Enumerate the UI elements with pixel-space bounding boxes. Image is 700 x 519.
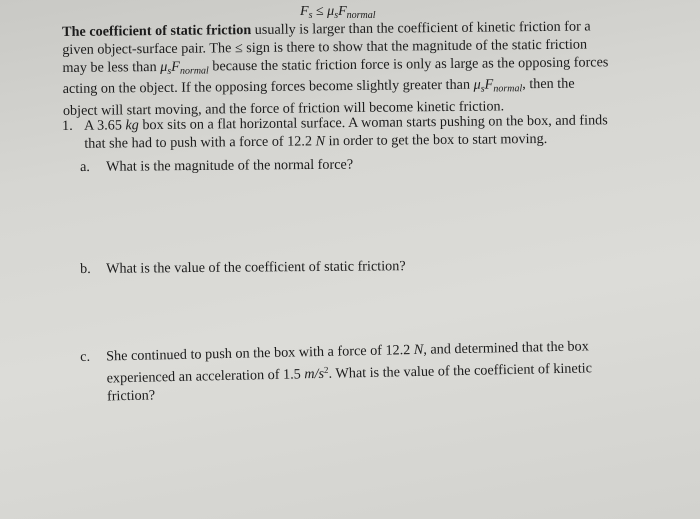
- part-c-unit-exponent: 2: [323, 364, 329, 375]
- formula-mu-subscript: s: [334, 10, 339, 21]
- part-b-text: What is the value of the coefficient of static friction?: [106, 258, 406, 277]
- intro-mu-inline-2: μ: [473, 77, 481, 94]
- intro-f-inline-2: F: [484, 76, 494, 93]
- static-friction-formula: [300, 4, 376, 21]
- part-c-text-d: . What is the value of the coefficient of kinetic: [328, 360, 593, 382]
- intro-line-5: object will start moving, and the force of friction will become kinetic friction.: [62, 98, 505, 120]
- formula-normal-force-symbol: F: [338, 4, 347, 19]
- intro-line-3-a: may be less than: [62, 58, 161, 76]
- intro-line-4-a: acting on the object. If the opposing forces become slightly greater than: [62, 77, 474, 98]
- part-b-letter: b.: [80, 260, 91, 277]
- formula-force-symbol: F: [300, 4, 309, 19]
- part-a: [80, 156, 353, 176]
- part-b-line: [80, 257, 406, 278]
- intro-normal-sub-2: normal: [493, 83, 523, 95]
- part-c-letter: c.: [80, 348, 91, 365]
- part-c-text-c: experienced an acceleration of 1.5: [106, 366, 305, 387]
- part-c-text-a: She continued to push on the box with a force of 12.2: [106, 342, 415, 365]
- intro-line-3-b: because the static friction force is only as large as the opposing forces: [208, 53, 609, 75]
- intro-mu-sub-2: s: [480, 83, 485, 96]
- part-a-line: [80, 156, 353, 176]
- intro-line-4-b: , then the: [522, 76, 575, 93]
- part-c-unit-ms: m/s: [304, 365, 325, 383]
- part-a-letter: a.: [80, 158, 91, 175]
- part-c-line-3: friction?: [106, 387, 156, 405]
- q1-text-c: that she had to push with a force of 12.2: [84, 133, 316, 152]
- part-c: [80, 337, 592, 406]
- intro-paragraph: [62, 18, 663, 121]
- q1-text-d: in order to get the box to start moving.: [324, 130, 548, 150]
- intro-mu-sub-1: s: [167, 65, 172, 77]
- question-number: 1.: [62, 117, 73, 134]
- formula-normal-subscript: normal: [346, 10, 376, 21]
- part-b: [80, 257, 406, 278]
- intro-line-2: given object-surface pair. The ≤ sign is there to show that the magnitude of the static friction: [62, 36, 588, 58]
- intro-mu-inline-1: μ: [160, 58, 168, 75]
- part-c-unit-n: N: [413, 341, 424, 359]
- question-1: [62, 112, 682, 154]
- intro-normal-sub-1: normal: [179, 65, 209, 77]
- formula-leq-symbol: ≤: [312, 4, 328, 19]
- part-c-text-b: , and determined that the box: [423, 338, 589, 358]
- q1-text-b: box sits on a flat horizontal surface. A woman starts pushing on the box, and finds: [138, 112, 608, 134]
- q1-unit-kg: kg: [125, 117, 139, 134]
- part-a-text: What is the magnitude of the normal force?: [106, 156, 354, 175]
- formula-mu-symbol: μ: [327, 4, 335, 19]
- intro-bold-term: The coefficient of static friction: [62, 22, 252, 40]
- q1-unit-n: N: [315, 133, 326, 150]
- intro-line-1-text: usually is larger than the coefficient of kinetic friction for a: [251, 18, 591, 39]
- q1-text-a: A 3.65: [83, 117, 126, 134]
- formula-force-subscript: s: [308, 10, 313, 21]
- intro-f-inline-1: F: [171, 58, 180, 75]
